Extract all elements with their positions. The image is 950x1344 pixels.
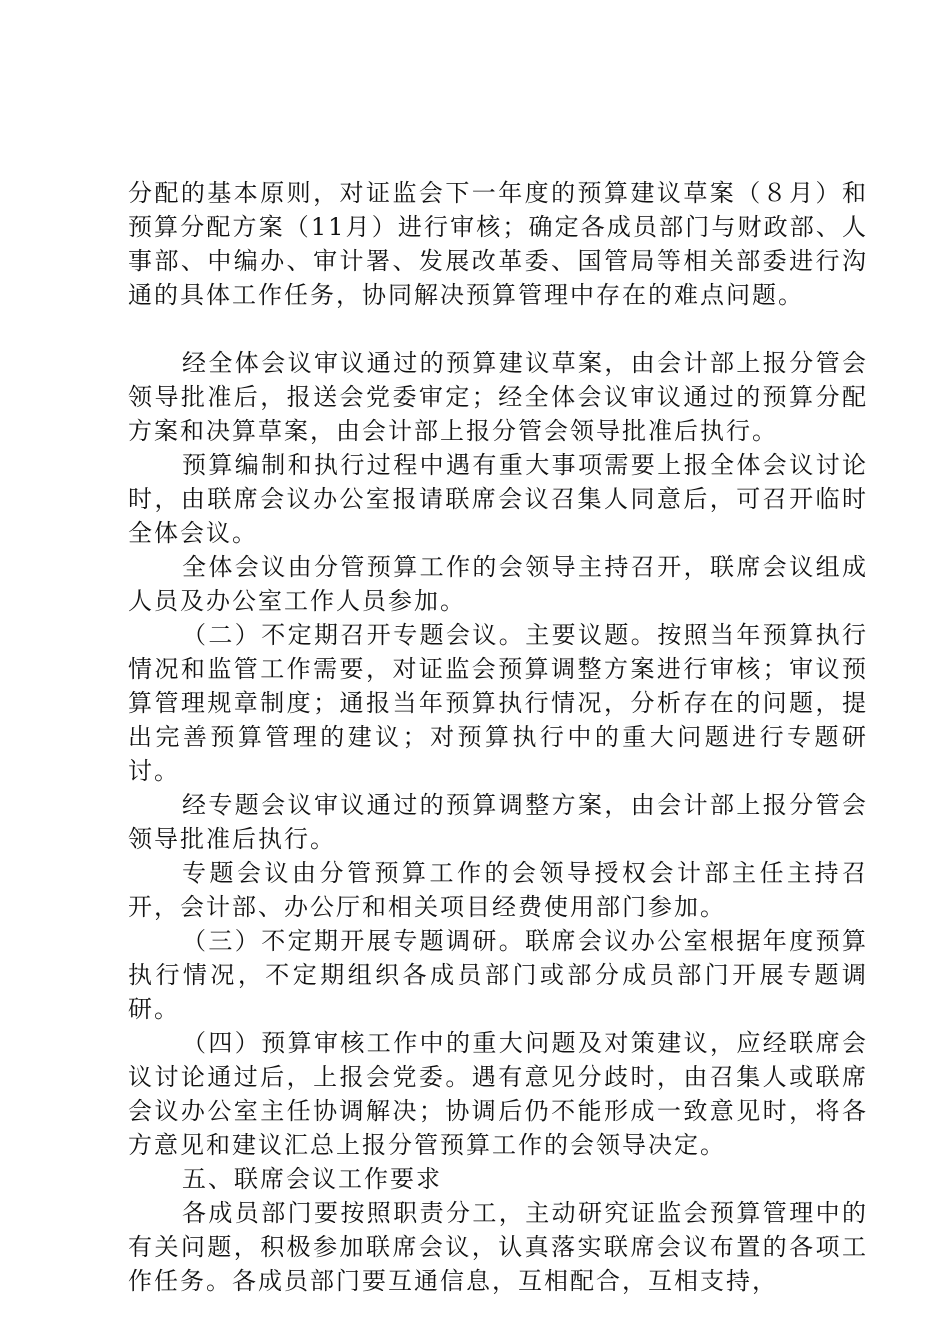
paragraph-special-approval: 经专题会议审议通过的预算调整方案，由会计部上报分管会领导批准后执行。 xyxy=(128,791,868,853)
paragraph-plenary-host: 全体会议由分管预算工作的会领导主持召开，联席会议组成人员及办公室工作人员参加。 xyxy=(128,553,868,615)
paragraph-major-issues: （四）预算审核工作中的重大问题及对策建议，应经联席会议讨论通过后，上报会党委。遇有意见分歧时，由召集人或联席会议办公室主任协调解决；协调后仍不能形成一致意见时，将各方意见和建议汇总上报分管预算工作的会领导决定。 xyxy=(128,1029,868,1159)
section-heading: 五、联席会议工作要求 xyxy=(182,1165,442,1193)
paragraph-continued: 分配的基本原则，对证监会下一年度的预算建议草案（８月）和预算分配方案（11月）进行审核；确定各成员部门与财政部、人事部、中编办、审计署、发展改革委、国管局等相关部委进行沟通的具体工作任务，协同解决预算管理中存在的难点问题。 xyxy=(128,179,868,309)
paragraph-special-meeting: （二）不定期召开专题会议。主要议题。按照当年预算执行情况和监管工作需要，对证监会预算调整方案进行审核；审议预算管理规章制度；通报当年预算执行情况，分析存在的问题，提出完善预算管理的建议；对预算执行中的重大问题进行专题研讨。 xyxy=(128,621,868,785)
paragraph-special-research: （三）不定期开展专题调研。联席会议办公室根据年度预算执行情况，不定期组织各成员部门或部分成员部门开展专题调研。 xyxy=(128,927,868,1023)
paragraph-plenary-approval: 经全体会议审议通过的预算建议草案，由会计部上报分管会领导批准后，报送会党委审定；经全体会议审议通过的预算分配方案和决算草案，由会计部上报分管会领导批准后执行。 xyxy=(128,349,868,445)
paragraph-temporary-meeting: 预算编制和执行过程中遇有重大事项需要上报全体会议讨论时，由联席会议办公室报请联席会议召集人同意后，可召开临时全体会议。 xyxy=(128,451,868,547)
document-body xyxy=(128,176,868,1298)
paragraph-special-host: 专题会议由分管预算工作的会领导授权会计部主任主持召开，会计部、办公厅和相关项目经费使用部门参加。 xyxy=(128,859,868,921)
paragraph-work-requirements: 各成员部门要按照职责分工，主动研究证监会预算管理中的有关问题，积极参加联席会议，认真落实联席会议布置的各项工作任务。各成员部门要互通信息，互相配合，互相支持， xyxy=(128,1199,868,1295)
